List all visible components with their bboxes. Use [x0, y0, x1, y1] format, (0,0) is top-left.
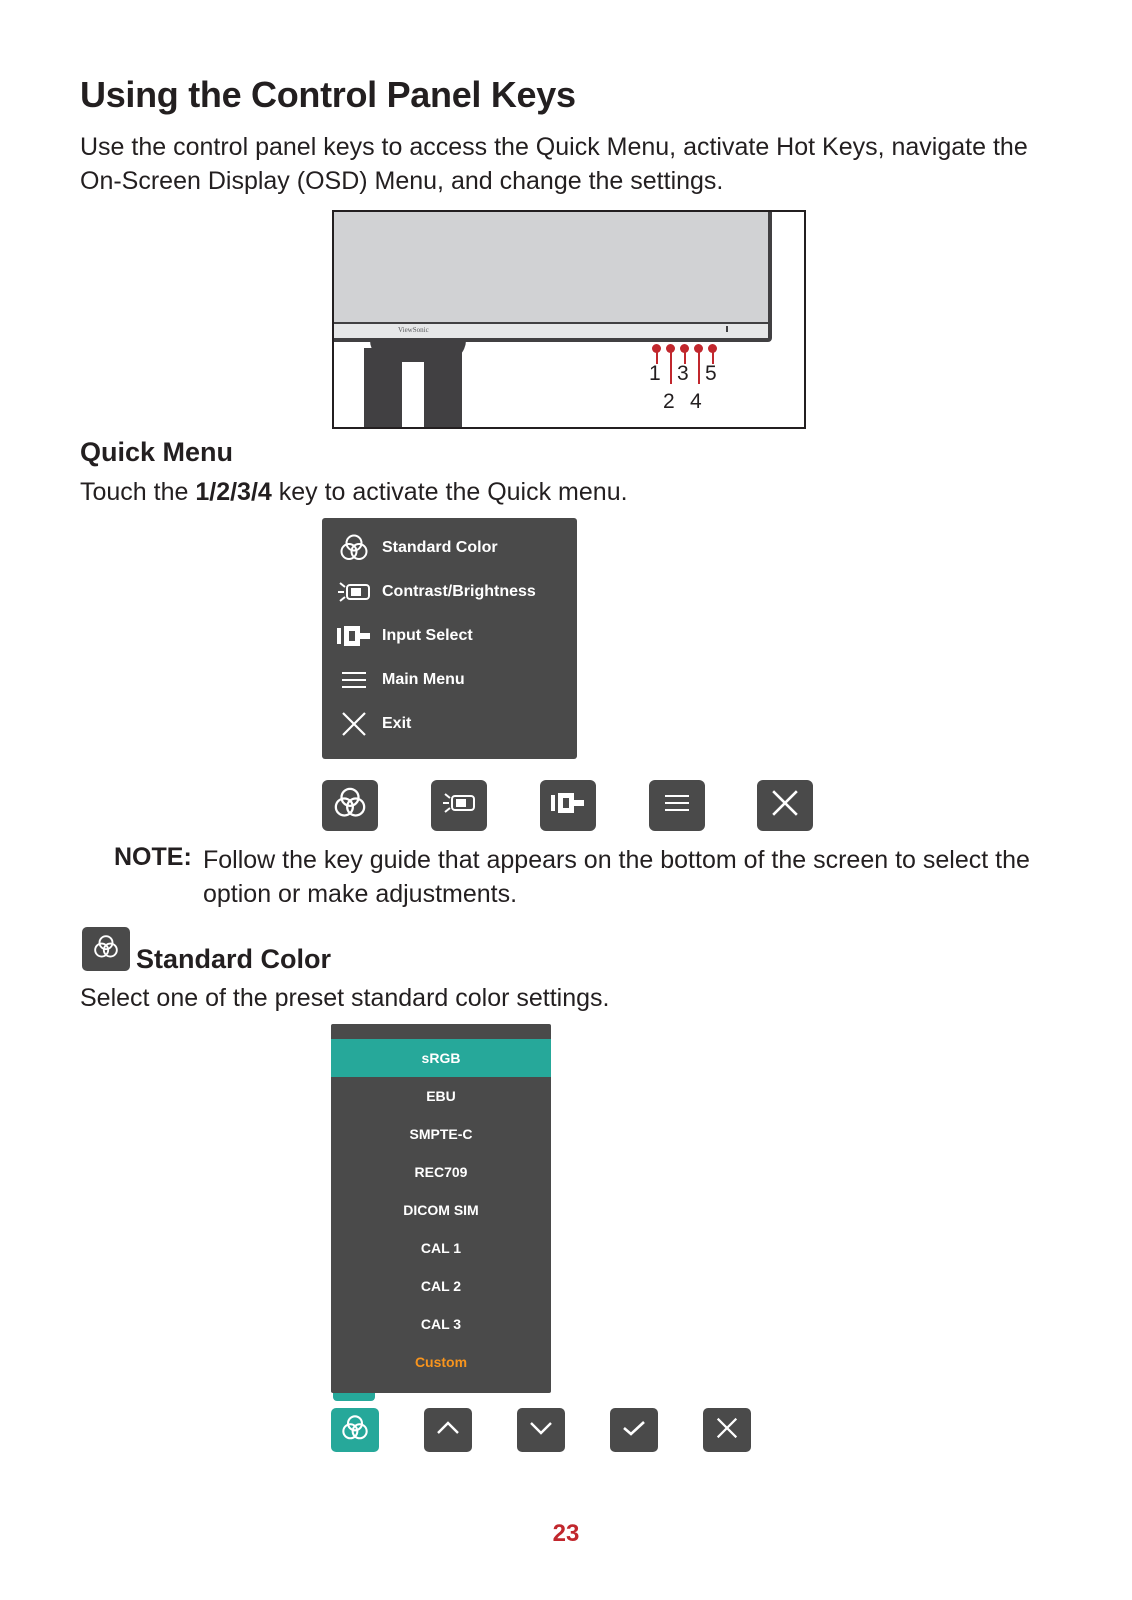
quick-menu-item-input-select[interactable]: [322, 614, 577, 658]
color-circles-icon: [336, 533, 372, 563]
chevron-up-icon: [436, 1420, 460, 1441]
color-circles-icon: [341, 1414, 369, 1447]
down-key-button[interactable]: [517, 1408, 565, 1452]
contrast-brightness-icon: [441, 789, 477, 822]
color-option-custom[interactable]: Custom: [414, 1354, 468, 1370]
quick-menu-label: Main Menu: [382, 671, 465, 688]
key-number-5: 5: [705, 362, 717, 385]
color-option-ebu[interactable]: EBU: [426, 1088, 456, 1104]
exit-key-button-2[interactable]: [703, 1408, 751, 1452]
hamburger-menu-icon: [664, 792, 690, 819]
monitor-screen: [332, 210, 772, 330]
close-icon: [336, 709, 372, 739]
color-key-button[interactable]: [322, 780, 378, 831]
standard-color-heading-icon: [82, 927, 130, 971]
standard-color-heading: Standard Color: [136, 944, 332, 974]
input-select-icon: [549, 790, 587, 821]
page-title: Using the Control Panel Keys: [80, 74, 576, 115]
quick-menu-item-exit[interactable]: [322, 702, 577, 746]
close-icon: [716, 1417, 738, 1444]
callout-line: [698, 348, 700, 384]
active-tab-indicator: [333, 1393, 375, 1401]
quick-menu-item-main-menu[interactable]: [322, 658, 577, 702]
color-circles-icon: [93, 934, 119, 965]
intro-paragraph: Use the control panel keys to access the Quick Menu, activate Hot Keys, navigate the On-Screen Display (OSD) Menu, and change the settings.: [80, 133, 1028, 195]
contrast-key-button[interactable]: [431, 780, 487, 831]
input-key-button[interactable]: [540, 780, 596, 831]
color-option-cal-1[interactable]: CAL 1: [420, 1240, 462, 1256]
color-option-cal-3[interactable]: CAL 3: [420, 1316, 462, 1332]
up-key-button[interactable]: [424, 1408, 472, 1452]
key-mark: [694, 340, 703, 342]
standard-color-list: [331, 1024, 551, 1393]
note-label: NOTE:: [114, 843, 192, 871]
contrast-brightness-icon: [336, 577, 372, 607]
input-select-icon: [336, 621, 372, 651]
quick-menu-panel: [322, 518, 577, 759]
quick-menu-label: Exit: [382, 715, 412, 732]
checkmark-icon: [622, 1419, 646, 1442]
chevron-down-icon: [529, 1420, 553, 1441]
color-option-smpte-c[interactable]: SMPTE-C: [409, 1126, 473, 1142]
menu-key-button[interactable]: [649, 780, 705, 831]
hamburger-menu-icon: [336, 665, 372, 695]
standard-color-description: Select one of the preset standard color settings.: [80, 984, 610, 1012]
quick-menu-item-contrast-brightness[interactable]: [322, 570, 577, 614]
quick-menu-heading: Quick Menu: [80, 437, 234, 467]
confirm-key-button[interactable]: [610, 1408, 658, 1452]
key-number-2: 2: [663, 390, 675, 413]
key-mark: [666, 340, 675, 342]
stand-leg-left: [364, 348, 402, 429]
callout-line: [670, 348, 672, 384]
key-number-3: 3: [677, 362, 689, 385]
quick-menu-label: Contrast/Brightness: [382, 583, 536, 600]
quick-menu-label: Input Select: [382, 627, 473, 644]
color-option-srgb[interactable]: sRGB: [331, 1039, 551, 1077]
power-indicator: [726, 326, 728, 332]
monitor-diagram: [332, 210, 806, 429]
page-number: 23: [552, 1520, 580, 1547]
color-key-button-active[interactable]: [331, 1408, 379, 1452]
color-circles-icon: [333, 786, 367, 825]
key-number-1: 1: [649, 362, 661, 385]
quick-menu-label: Standard Color: [382, 539, 498, 556]
brand-logo: ViewSonic: [398, 326, 429, 334]
color-option-cal-2[interactable]: CAL 2: [420, 1278, 462, 1294]
close-icon: [771, 789, 799, 822]
color-option-rec709[interactable]: REC709: [414, 1164, 468, 1180]
key-numbers-text: 1/2/3/4: [195, 478, 272, 506]
quick-menu-item-standard-color[interactable]: [322, 526, 577, 570]
key-mark: [652, 340, 661, 342]
key-mark: [708, 340, 717, 342]
key-number-4: 4: [690, 390, 702, 413]
quick-menu-instruction: Touch the 1/2/3/4 key to activate the Quick menu.: [80, 478, 628, 506]
color-option-dicom-sim[interactable]: DICOM SIM: [403, 1202, 479, 1218]
exit-key-button[interactable]: [757, 780, 813, 831]
stand-leg-right: [424, 348, 462, 429]
note-text: Follow the key guide that appears on the bottom of the screen to select the option or make adjustments.: [203, 846, 1030, 908]
key-mark: [680, 340, 689, 342]
